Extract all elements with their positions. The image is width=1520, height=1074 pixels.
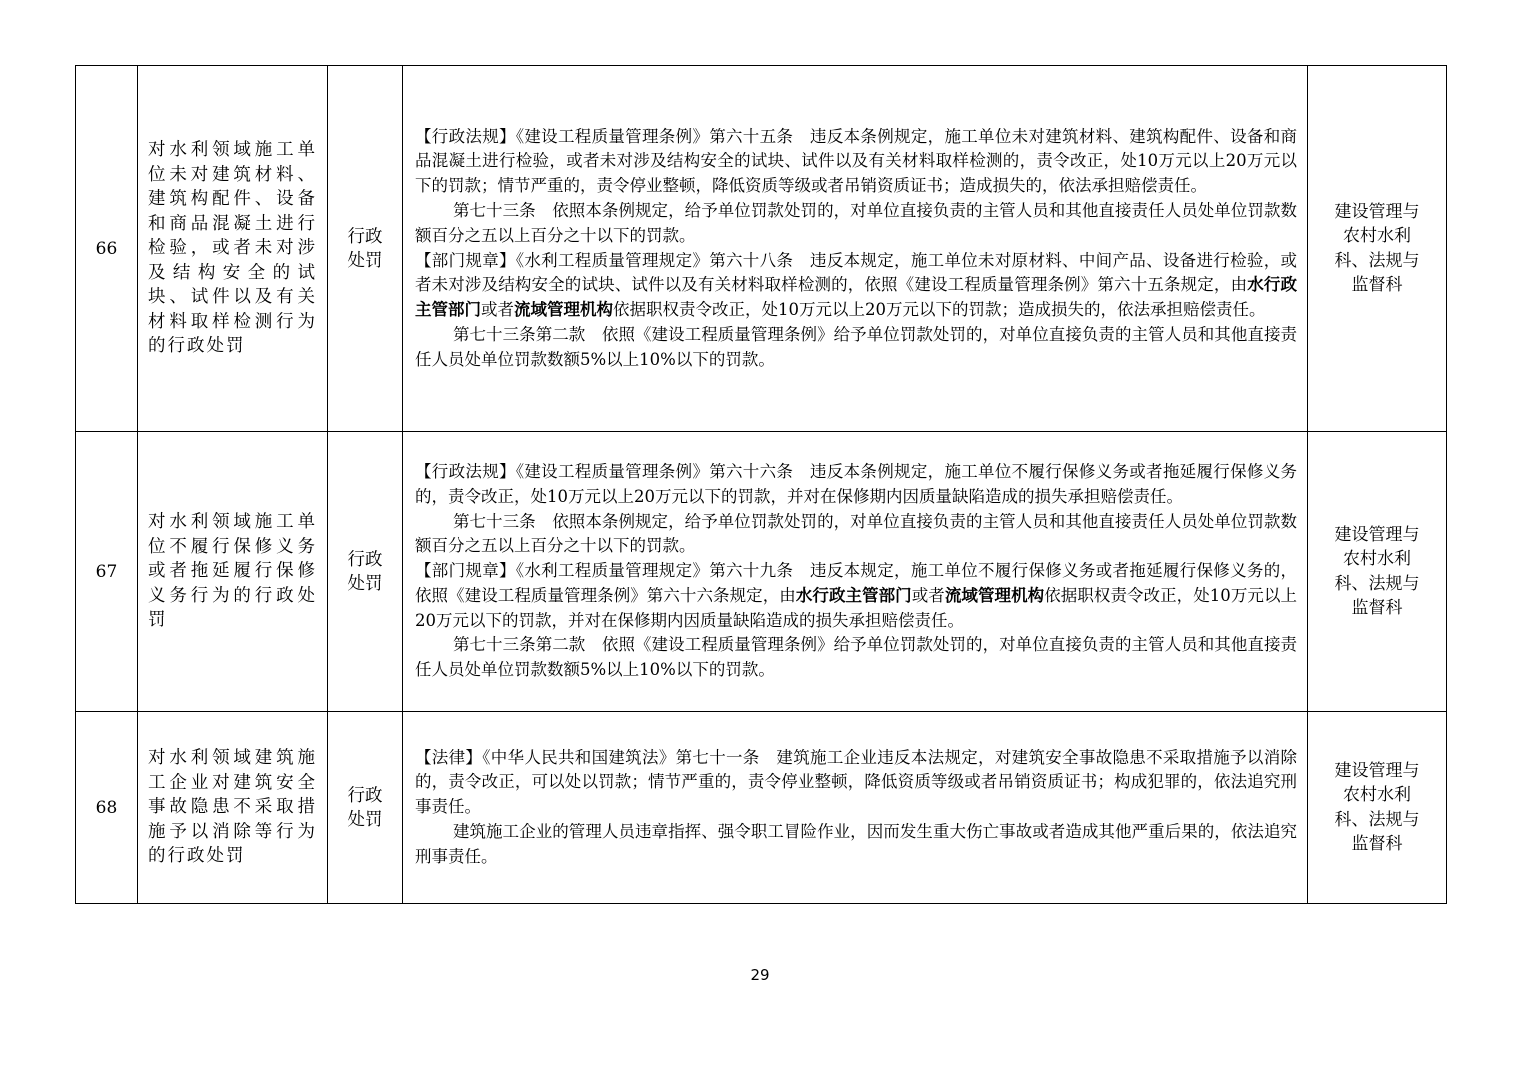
authority-bold: 流域管理机构 xyxy=(944,585,1045,605)
penalty-type-line: 行政 xyxy=(347,226,383,247)
basis-text: 或者 xyxy=(911,585,945,605)
item-name: 对水利领域建筑施工企业对建筑安全事故隐患不采取措施予以消除等行为的行政处罚 xyxy=(138,712,328,904)
authority-bold: 流域管理机构 xyxy=(514,300,613,320)
basis-text: 或者 xyxy=(481,300,514,320)
row-number: 67 xyxy=(76,432,138,712)
department-line: 农村水利 xyxy=(1343,549,1411,569)
table-row xyxy=(76,66,1447,432)
row-number: 66 xyxy=(76,66,138,432)
item-name: 对水利领域施工单位不履行保修义务或者拖延履行保修义务行为的行政处罚 xyxy=(138,432,328,712)
penalty-type xyxy=(328,712,403,904)
department-line: 监督科 xyxy=(1351,275,1403,295)
penalty-table xyxy=(75,65,1447,904)
basis-paragraph xyxy=(415,249,1297,323)
table-row xyxy=(76,432,1447,712)
basis-paragraph: 第七十三条 依照本条例规定，给予单位罚款处罚的，对单位直接负责的主管人员和其他直接责任人员处单位罚款数额百分之五以上百分之十以下的罚款。 xyxy=(415,511,1297,556)
basis-paragraph: 【行政法规】《建设工程质量管理条例》第六十五条 违反本条例规定，施工单位未对建筑材料、建筑构配件、设备和商品混凝土进行检验，或者未对涉及结构安全的试块、试件以及有关材料取样检测的，责令改正，处10万元以上20万元以下的罚款；情节严重的，责令停业整顿，降低资质等级或者吊销资质证书；造成损失的，依法承担赔偿责任。 xyxy=(415,126,1297,196)
basis-paragraph: 【法律】《中华人民共和国建筑法》第七十一条 建筑施工企业违反本法规定，对建筑安全事故隐患不采取措施予以消除的，责令改正，可以处以罚款；情节严重的，责令停业整顿，降低资质等级或者吊销资质证书；构成犯罪的，依法追究刑事责任。 xyxy=(415,747,1297,817)
penalty-type-line: 行政 xyxy=(347,785,383,806)
table-row xyxy=(76,712,1447,904)
authority-bold: 水行政主管部门 xyxy=(795,585,912,605)
basis-paragraph: 第七十三条第二款 依照《建设工程质量管理条例》给予单位罚款处罚的，对单位直接负责的主管人员和其他直接责任人员处单位罚款数额5%以上10%以下的罚款。 xyxy=(415,635,1297,680)
penalty-type xyxy=(328,432,403,712)
penalty-type-line: 处罚 xyxy=(347,809,383,830)
responsible-department xyxy=(1308,432,1447,712)
penalty-type xyxy=(328,66,403,432)
legal-basis xyxy=(403,712,1308,904)
penalty-type-line: 处罚 xyxy=(347,250,383,271)
penalty-type-line: 处罚 xyxy=(347,573,383,594)
legal-basis xyxy=(403,66,1308,432)
department-line: 科、法规与 xyxy=(1334,250,1420,271)
basis-paragraph: 第七十三条第二款 依照《建设工程质量管理条例》给予单位罚款处罚的，对单位直接负责的主管人员和其他直接责任人员处单位罚款数额5%以上10%以下的罚款。 xyxy=(415,324,1297,369)
basis-paragraph xyxy=(415,559,1297,633)
department-line: 建设管理与 xyxy=(1334,760,1420,781)
department-line: 建设管理与 xyxy=(1334,524,1420,545)
legal-basis xyxy=(403,432,1308,712)
department-line: 农村水利 xyxy=(1343,226,1411,246)
basis-text: 依据职权责令改正，处10万元以上20万元以下的罚款，并对在保修期内因质量缺陷造成的损失承担赔偿责任。 xyxy=(415,585,1298,630)
item-name: 对水利领域施工单位未对建筑材料、建筑构配件、设备和商品混凝土进行检验，或者未对涉及结构安全的试块、试件以及有关材料取样检测行为的行政处罚 xyxy=(138,66,328,432)
responsible-department xyxy=(1308,712,1447,904)
department-line: 科、法规与 xyxy=(1334,573,1420,594)
basis-text: 【部门规章】《水利工程质量管理规定》第六十九条 违反本规定，施工单位不履行保修义务或者拖延履行保修义务的，依照《建设工程质量管理条例》第六十六条规定，由 xyxy=(415,561,1297,605)
basis-text: 【部门规章】《水利工程质量管理规定》第六十八条 违反本规定，施工单位未对原材料、中间产品、设备进行检验，或者未对涉及结构安全的试块、试件以及有关材料取样检测的，依照《建设工程质量管理条例》第六十五条规定，由 xyxy=(415,250,1297,295)
responsible-department xyxy=(1308,66,1447,432)
basis-paragraph: 【行政法规】《建设工程质量管理条例》第六十六条 违反本条例规定，施工单位不履行保修义务或者拖延履行保修义务的，责令改正，处10万元以上20万元以下的罚款，并对在保修期内因质量缺陷造成的损失承担赔偿责任。 xyxy=(415,461,1297,506)
department-line: 建设管理与 xyxy=(1334,201,1420,222)
penalty-type-line: 行政 xyxy=(347,549,383,570)
basis-text: 依据职权责令改正，处10万元以上20万元以下的罚款；造成损失的，依法承担赔偿责任。 xyxy=(613,300,1266,320)
department-line: 农村水利 xyxy=(1343,785,1411,805)
department-line: 监督科 xyxy=(1351,834,1403,854)
department-line: 监督科 xyxy=(1351,598,1403,618)
authority-bold: 水行政主管部门 xyxy=(415,275,1298,320)
row-number: 68 xyxy=(76,712,138,904)
page-number: 29 xyxy=(750,966,770,984)
department-line: 科、法规与 xyxy=(1334,809,1420,830)
basis-paragraph: 第七十三条 依照本条例规定，给予单位罚款处罚的，对单位直接负责的主管人员和其他直接责任人员处单位罚款数额百分之五以上百分之十以下的罚款。 xyxy=(415,200,1297,245)
basis-paragraph: 建筑施工企业的管理人员违章指挥、强令职工冒险作业，因而发生重大伤亡事故或者造成其他严重后果的，依法追究刑事责任。 xyxy=(415,821,1297,866)
